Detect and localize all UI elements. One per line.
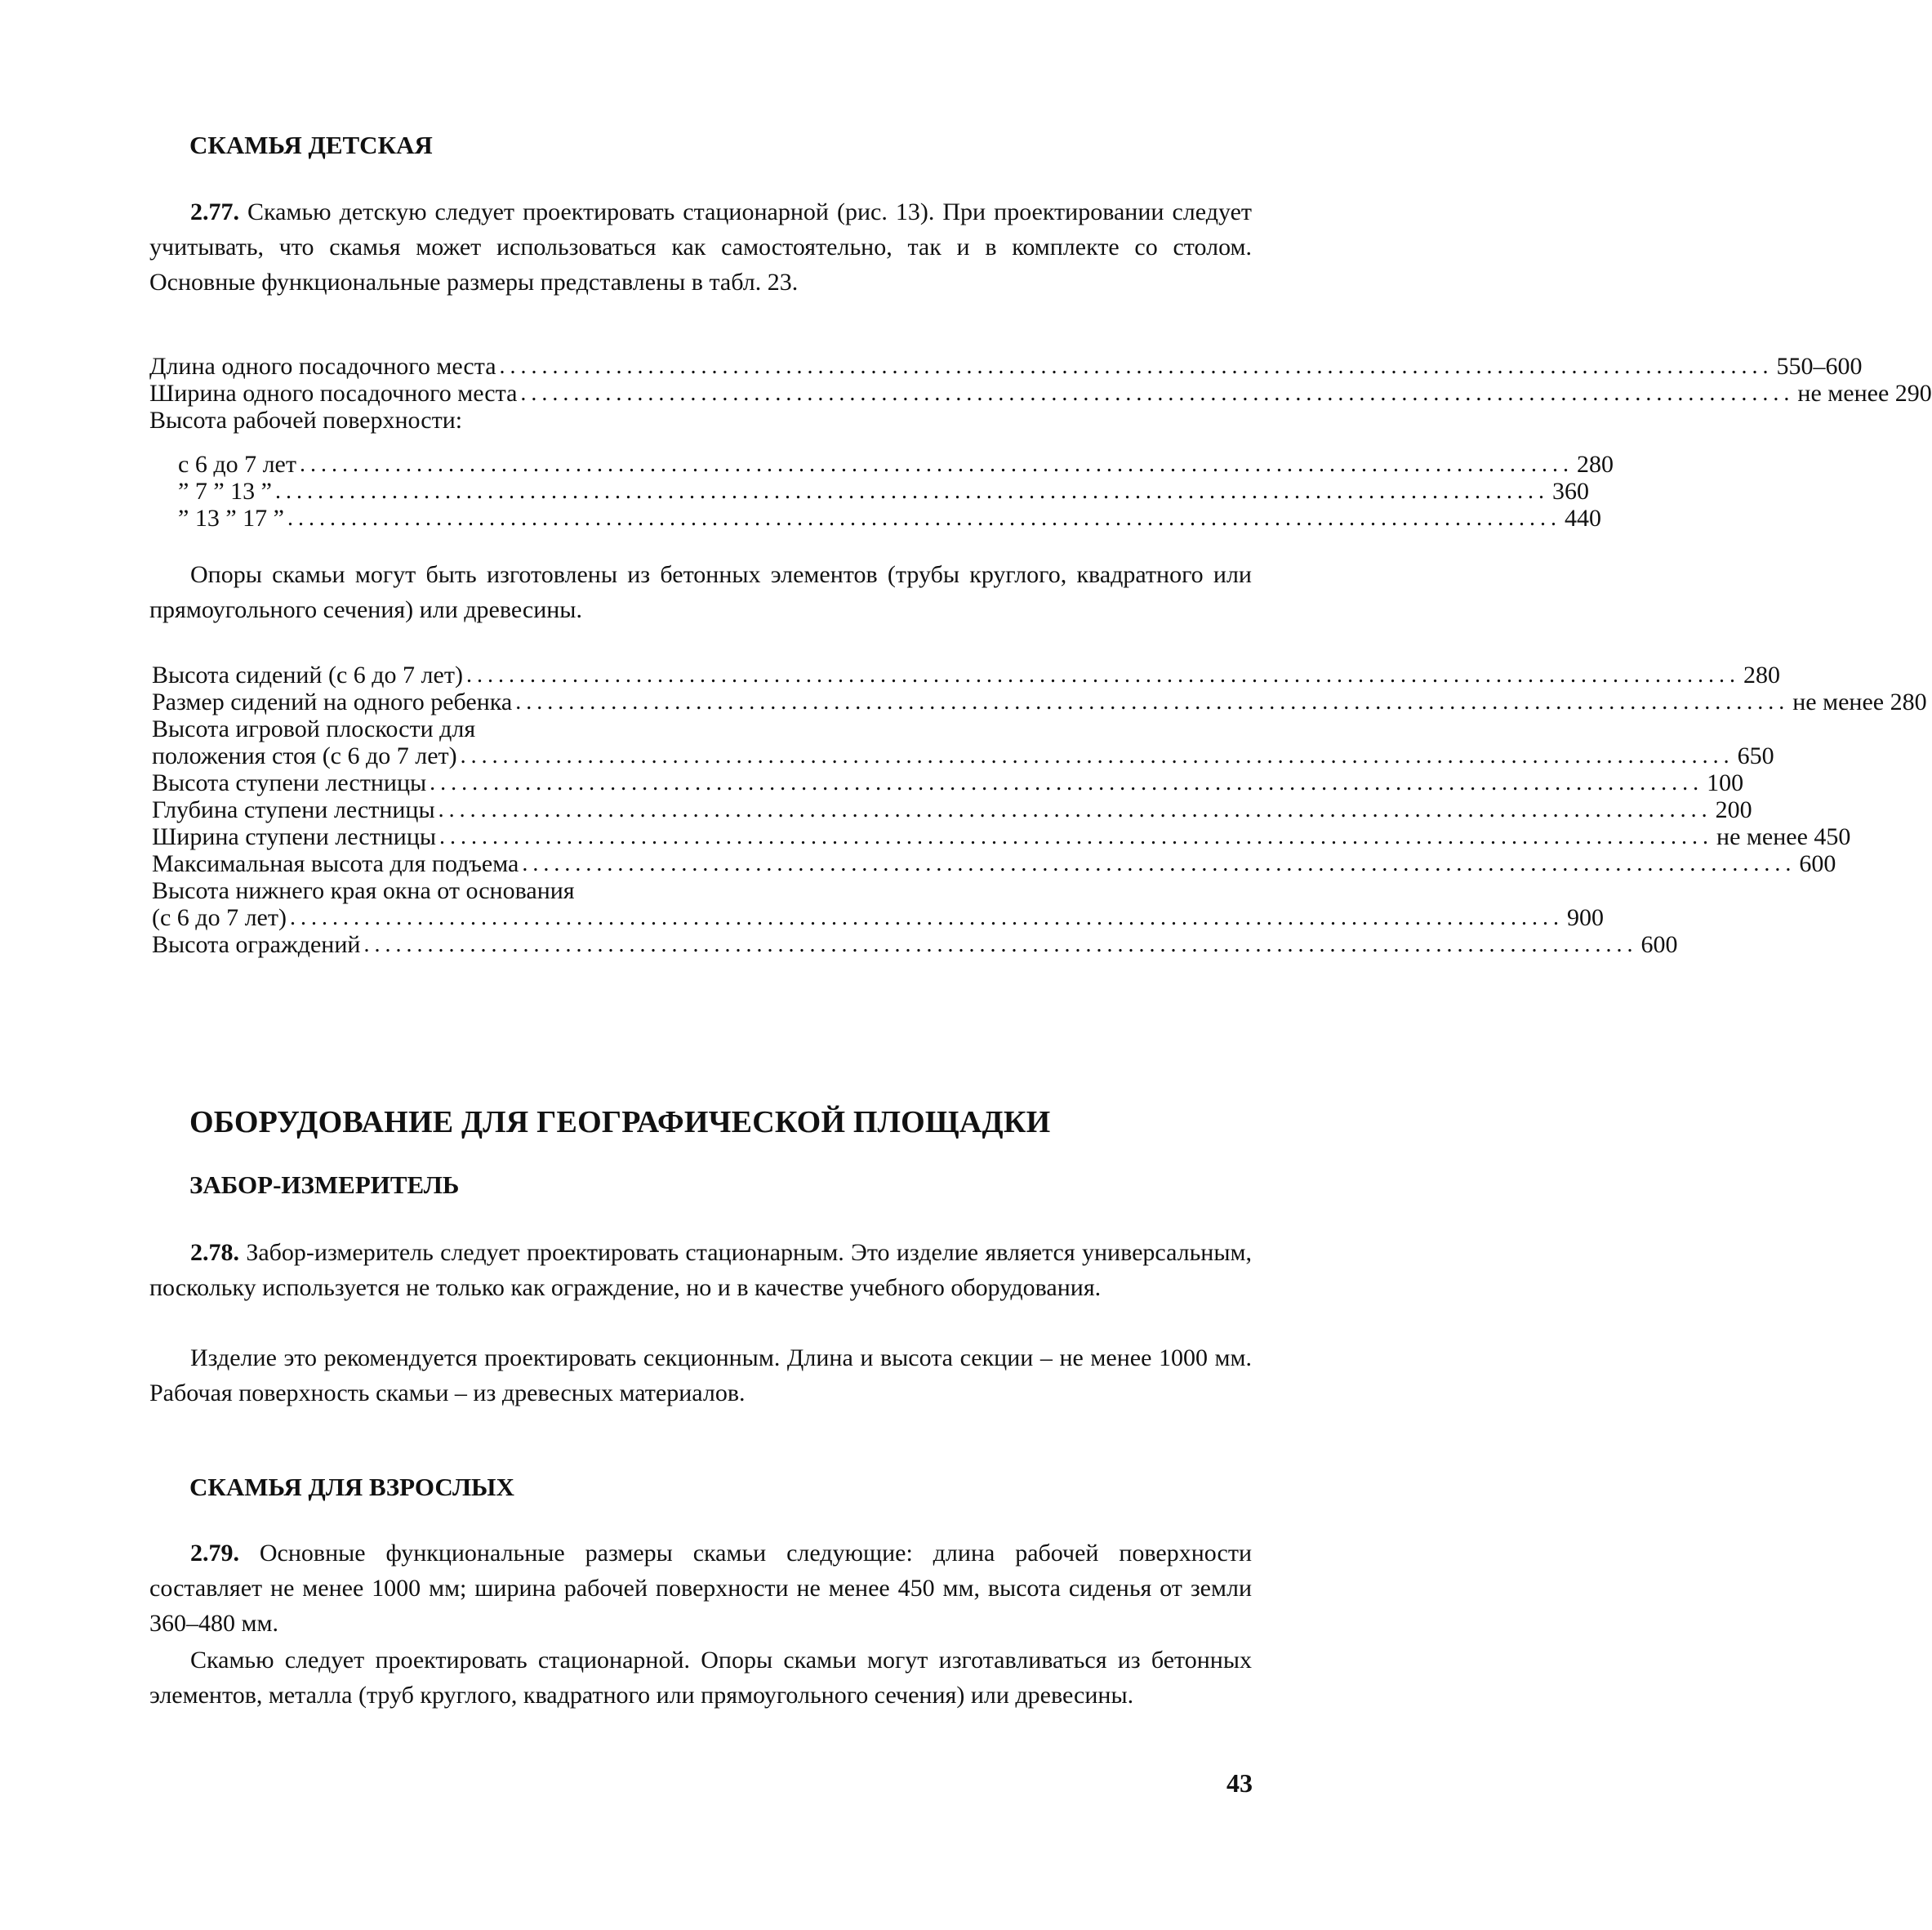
section-heading-adult-bench: СКАМЬЯ ДЛЯ ВЗРОСЛЫХ	[189, 1473, 514, 1501]
section-heading-children-bench: СКАМЬЯ ДЕТСКАЯ	[189, 131, 433, 159]
list-item	[152, 877, 1047, 904]
list-item-label: Высота ступени лестницы	[152, 769, 427, 796]
list-item-value: 600	[1799, 850, 1836, 877]
dot-leader: ........................................................................................................................	[438, 797, 1712, 822]
dot-leader: ........................................................................................................................	[430, 770, 1704, 796]
list-item	[152, 769, 1744, 796]
list-item-value: 100	[1707, 769, 1744, 796]
list-item-value: 280	[1576, 451, 1614, 478]
list-item	[152, 904, 1604, 931]
list-item	[152, 931, 1678, 958]
dot-leader: ........................................................................................................................	[289, 905, 1564, 930]
paragraph-2-79	[149, 1536, 1252, 1641]
list-item	[152, 715, 1047, 742]
list-item	[178, 478, 1589, 505]
dot-leader: ........................................................................................................................	[465, 662, 1740, 688]
dot-leader: ........................................................................................................................	[515, 689, 1790, 715]
list-item-value: 650	[1737, 742, 1774, 769]
paragraph-2-77	[149, 194, 1252, 300]
paragraph-number: 2.79.	[190, 1540, 239, 1567]
list-item-label: Максимальная высота для подъема	[152, 850, 519, 877]
list-item-value: 200	[1715, 796, 1752, 823]
list-item	[178, 451, 1614, 478]
list-item	[178, 505, 1601, 532]
list-item	[149, 380, 1932, 407]
list-item-label: ” 13 ” 17 ”	[178, 505, 284, 532]
dot-leader: ........................................................................................................................	[274, 479, 1549, 504]
list-item-label: Высота ограждений	[152, 931, 361, 958]
list-item-label: Высота нижнего края окна от основания	[152, 877, 575, 904]
dot-leader: ........................................................................................................................	[299, 452, 1574, 477]
list-item-label: Высота игровой плоскости для	[152, 715, 476, 742]
paragraph-number: 2.78.	[190, 1239, 239, 1266]
list-item-label: Глубина ступени лестницы	[152, 796, 435, 823]
list-item-value: 900	[1566, 904, 1604, 931]
dimension-list-subheading	[149, 407, 1044, 434]
page-number: 43	[1226, 1768, 1253, 1798]
dot-leader: ........................................................................................................................	[520, 381, 1795, 406]
dot-leader: ........................................................................................................................	[522, 851, 1796, 876]
list-item	[152, 796, 1752, 823]
dot-leader: ........................................................................................................................	[287, 506, 1561, 531]
list-item-value: 600	[1640, 931, 1678, 958]
list-item-value: не менее 290	[1797, 380, 1932, 407]
list-item-label: Длина одного посадочного места	[149, 353, 496, 380]
list-item-value: 550–600	[1776, 353, 1863, 380]
paragraph-supports-note: Опоры скамьи могут быть изготовлены из бетонных элементов (трубы круглого, квадратного или прямоугольного сечения) или древесины.	[149, 561, 1252, 623]
list-item-value: 280	[1743, 662, 1780, 689]
list-item-label: Высота сидений (с 6 до 7 лет)	[152, 662, 463, 689]
list-item-label: Ширина одного посадочного места	[149, 380, 518, 407]
list-item-value: 360	[1551, 478, 1589, 505]
list-item	[152, 742, 1774, 769]
list-item	[152, 662, 1780, 689]
list-item-label: положения стоя (с 6 до 7 лет)	[152, 742, 457, 769]
list-item-value: не менее 280	[1792, 689, 1927, 715]
dot-leader: ........................................................................................................................	[460, 743, 1734, 769]
list-item-label: ” 7 ” 13 ”	[178, 478, 272, 505]
paragraph-text: Скамью детскую следует проектировать стационарной (рис. 13). При проектировании следует учитывать, что скамья может использоваться как самостоятельно, так и в комплекте со столом. Основные функциональные размеры представлены в табл. 23.	[149, 198, 1252, 296]
list-item-label: с 6 до 7 лет	[178, 451, 296, 478]
section-title-geography-equipment: ОБОРУДОВАНИЕ ДЛЯ ГЕОГРАФИЧЕСКОЙ ПЛОЩАДКИ	[189, 1105, 1051, 1139]
list-item-label: (с 6 до 7 лет)	[152, 904, 287, 931]
paragraph-text: Основные функциональные размеры скамьи следующие: длина рабочей поверхности составляет не менее 1000 мм; ширина рабочей поверхности не менее 450 мм, высота сиденья от земли 360–480 мм.	[149, 1540, 1252, 1637]
list-item-label: Ширина ступени лестницы	[152, 823, 437, 850]
list-subheading: Высота рабочей поверхности:	[149, 407, 463, 434]
paragraph-2-79-continued: Скамью следует проектировать стационарной. Опоры скамьи могут изготавливаться из бетонных элементов, металла (труб круглого, квадратного или прямоугольного сечения) или древесины.	[149, 1647, 1252, 1709]
dimension-list-play-equipment	[152, 662, 1927, 958]
dot-leader: ........................................................................................................................	[363, 932, 1638, 957]
list-item-label: Размер сидений на одного ребенка	[152, 689, 513, 715]
list-item-value: 440	[1564, 505, 1601, 532]
section-heading-fence-meter: ЗАБОР-ИЗМЕРИТЕЛЬ	[189, 1170, 460, 1199]
list-item	[152, 823, 1851, 850]
paragraph-number: 2.77.	[190, 198, 239, 225]
paragraph-2-78	[149, 1235, 1252, 1305]
list-item	[152, 689, 1927, 715]
paragraph-text: Забор-измеритель следует проектировать стационарным. Это изделие является универсальным, поскольку используется не только как ограждение, но и в качестве учебного оборудования.	[149, 1239, 1253, 1301]
dimension-list-height-by-age	[178, 451, 1614, 532]
dot-leader: ........................................................................................................................	[499, 354, 1774, 379]
dimension-list-seat	[149, 353, 1932, 407]
list-item-value: не менее 450	[1716, 823, 1851, 850]
dot-leader: ........................................................................................................................	[439, 824, 1714, 849]
list-item	[152, 850, 1836, 877]
list-item	[149, 353, 1863, 380]
paragraph-2-78-continued: Изделие это рекомендуется проектировать секционным. Длина и высота секции – не менее 1000 мм. Рабочая поверхность скамьи – из древесных материалов.	[149, 1344, 1252, 1406]
